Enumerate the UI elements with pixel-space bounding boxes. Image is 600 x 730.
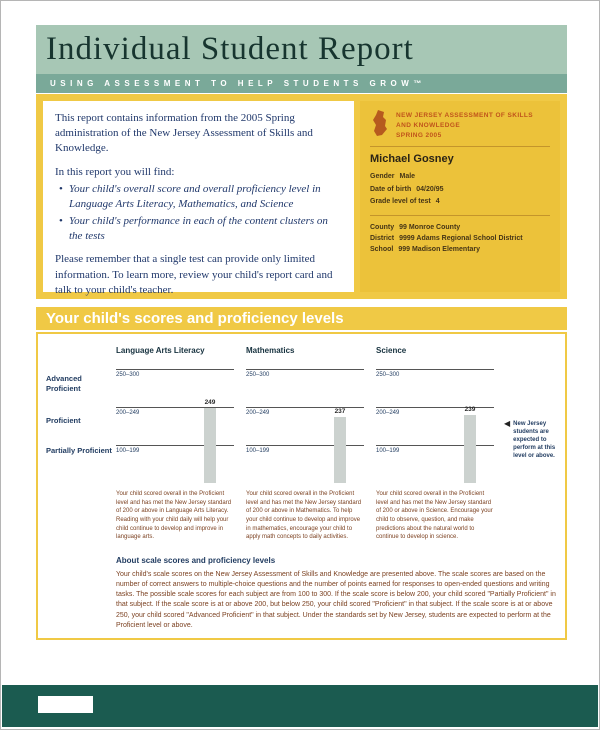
program-title: NEW JERSEY ASSESSMENT OF SKILLS AND KNOWLEDGE: [396, 112, 534, 129]
student-field-row: [370, 184, 550, 197]
student-name: Michael Gosney: [370, 153, 454, 166]
score-bar-fill: [334, 417, 346, 483]
score-bar-value: 239: [464, 406, 476, 414]
expectation-note-text: New Jersey students are expected to perform at this level or above.: [513, 421, 556, 460]
field-value: 04/20/95: [416, 185, 444, 193]
field-label: Grade level of test: [370, 198, 431, 206]
intro-bullet: • Your child's performance in each of the content clusters on the tests: [59, 214, 342, 244]
panel-divider: [370, 215, 550, 216]
about-body: Your child's scale scores on the New Jersey Assessment of Skills and Knowledge are presented above. The scale scores are based on the number of correct answers to multiple-choice questions and the number of points earned for responses to open-ended questions and writing tasks. The possible scale scores for each subject are from 100 to 300. If the scale score is below 200, your child scored "Partially Proficient" in that subject. If the scale score is at or above 200, but below 250, your child scored "Proficient" in that subject. If the scale score is at or above 250, your child scored "Advanced Proficient" in that subject. Under the standards set by New Jersey, students are expected to perform at the Proficient level or above.: [116, 571, 556, 629]
field-label: Date of birth: [370, 185, 412, 193]
panel-header: [370, 109, 550, 140]
score-bar-fill: [204, 408, 216, 483]
scores-section-title: Your child's scores and proficiency levels: [46, 310, 344, 327]
subject-column-science: [376, 346, 494, 454]
title-band: [36, 25, 567, 74]
subject-header: Science: [376, 346, 407, 355]
intro-bullet: • Your child's overall score and overall proficiency level in Language Arts Literacy, Mathematics, and Science: [59, 182, 342, 212]
level-label-partially-proficient: Partially Proficient: [46, 446, 112, 455]
footer-logo-placeholder: [38, 696, 93, 713]
score-band-row: [246, 445, 364, 483]
footer-band: [2, 685, 598, 727]
score-band-row: [376, 445, 494, 483]
score-bar-value: 249: [204, 398, 216, 406]
level-label-advanced-proficient: Advanced Proficient: [46, 374, 82, 393]
student-field-row: [370, 171, 550, 184]
band-range-label: 200–249: [376, 410, 400, 416]
field-value: 99 Monroe County: [399, 224, 461, 232]
field-label: Gender: [370, 173, 395, 181]
band-range-label: 250–300: [376, 372, 400, 378]
program-title-block: [396, 109, 550, 140]
about-heading: About scale scores and proficiency levels: [116, 556, 276, 565]
report-title: Individual Student Report: [46, 31, 414, 67]
field-value: Male: [399, 173, 416, 181]
score-band-row: [116, 407, 234, 445]
band-range-label: 100–199: [116, 448, 140, 454]
field-label: District: [370, 235, 395, 243]
field-label: School: [370, 246, 394, 254]
band-range-label: 200–249: [246, 410, 270, 416]
score-bar-value: 237: [334, 407, 346, 415]
location-row: [370, 222, 550, 233]
score-band-stack: [376, 369, 494, 483]
subject-note-language-arts: Your child scored overall in the Proficient level and has met the New Jersey standard of 200 or above in Language Arts Literacy. Reading with your child daily will help your child continue to develop and improve in language arts.: [116, 491, 232, 541]
subject-column-mathematics: [246, 346, 364, 454]
score-bar-fill: [464, 415, 476, 483]
score-bar: [464, 406, 476, 483]
band-range-label: 250–300: [116, 372, 140, 378]
band-range-label: 100–199: [376, 448, 400, 454]
score-bar: [204, 398, 216, 483]
score-bar: [334, 407, 346, 483]
location-row: [370, 244, 550, 255]
program-season: SPRING 2005: [396, 131, 442, 139]
subject-header: Language Arts Literacy: [116, 346, 205, 355]
about-section: [116, 556, 563, 631]
location-row: [370, 233, 550, 244]
tagline-text: USING ASSESSMENT TO HELP STUDENTS GROW™: [50, 79, 426, 88]
field-value: 999 Madison Elementary: [398, 246, 481, 254]
band-range-label: 250–300: [246, 372, 270, 378]
top-section: [36, 94, 567, 299]
subject-note-mathematics: Your child scored overall in the Proficient level and has met the New Jersey standard of 200 or above in Mathematics. To help your child continue to develop and improve in mathematics, encourage your child to apply math concepts to daily activities.: [246, 491, 362, 541]
score-band-row: [246, 369, 364, 407]
subject-header: Mathematics: [246, 346, 295, 355]
panel-divider: [370, 146, 550, 147]
scores-chart-box: [36, 332, 567, 640]
student-field-row: [370, 196, 550, 209]
intro-box: [43, 101, 354, 296]
level-label-proficient: Proficient: [46, 416, 81, 425]
band-range-label: 200–249: [116, 410, 140, 416]
field-value: 9999 Adams Regional School District: [399, 235, 523, 243]
intro-paragraph-1: This report contains information from the 2005 Spring administration of the New Jersey Assessment of Skills and Knowledge.: [55, 112, 313, 155]
expectation-note: [504, 420, 566, 460]
score-band-row: [116, 445, 234, 483]
field-value: 4: [435, 198, 440, 206]
score-band-stack: [246, 369, 364, 483]
score-band-row: [376, 369, 494, 407]
scores-section-band: [36, 307, 567, 330]
intro-bullet-list: [59, 182, 342, 245]
field-label: County: [370, 224, 395, 232]
intro-paragraph-2: In this report you will find:: [55, 165, 175, 178]
band-range-label: 100–199: [246, 448, 270, 454]
location-block: [370, 222, 550, 256]
subject-note-science: Your child scored overall in the Proficient level and has met the New Jersey standard of 200 or above in Science. Encourage your child to observe, question, and make predictions about the natural world to continue to develop in science.: [376, 491, 493, 541]
new-jersey-state-icon: [370, 109, 389, 137]
left-arrow-icon: ◀: [504, 419, 511, 428]
intro-paragraph-3: Please remember that a single test can provide only limited information. To learn more, review your child's report card and talk to your child's teacher.: [55, 253, 333, 296]
subject-column-language-arts: [116, 346, 234, 454]
score-band-stack: [116, 369, 234, 483]
tagline-band: [36, 74, 567, 93]
student-info-panel: [360, 101, 560, 292]
